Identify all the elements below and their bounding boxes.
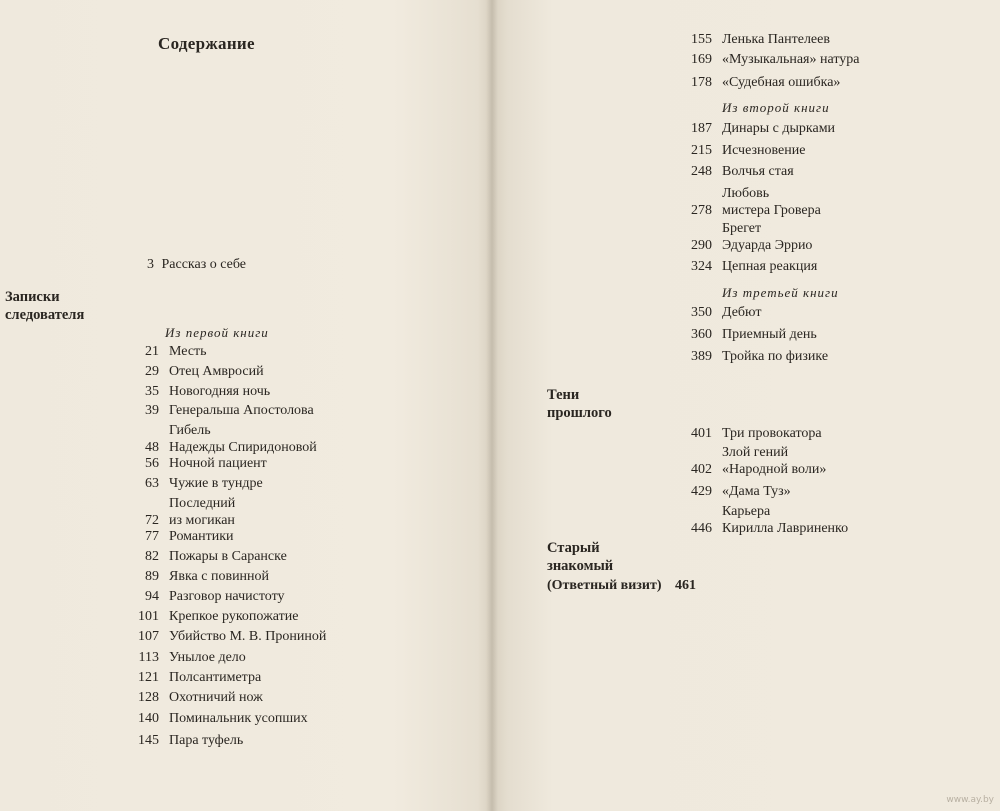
section-zapiski-line1: Записки [5,289,60,305]
section-teni-line2: прошлого [547,405,612,421]
toc-page-number: 63 [145,476,159,491]
section-zapiski-line2: следователя [5,307,85,323]
toc-entry-title [169,629,326,646]
toc-entry-title [169,364,264,381]
toc-page-number: 89 [145,569,159,584]
toc-page-number: 389 [691,349,712,364]
toc-page-number: 82 [145,549,159,564]
toc-entry-line: Последний [169,496,236,511]
toc-entry-title [169,456,267,473]
toc-page-number: 94 [145,589,159,604]
subhead-second-book: Из второй книги [722,100,830,115]
toc-page-number: 155 [691,32,712,47]
toc-page-number: 401 [691,426,712,441]
toc-entry-line: Романтики [169,529,234,544]
intro-page-number: 3 [147,257,154,272]
toc-page-number: 324 [691,259,712,274]
toc-entry-title [722,32,830,49]
toc-entry-title [169,529,234,546]
toc-entry-line: «Дама Туз» [722,484,791,499]
toc-entry-title [722,75,840,92]
toc-entry-line: Цепная реакция [722,259,818,274]
toc-entry-line: Кирилла Лавриненко [722,521,849,536]
toc-page-number: 72 [145,513,159,528]
toc-entry-line: Пожары в Саранске [169,549,287,564]
toc-page-number: 140 [138,711,159,726]
section-teni [547,386,612,422]
toc-entry-title [722,327,817,344]
toc-page-number: 290 [691,238,712,253]
toc-entry-title [169,690,263,707]
toc-entry-line: Брегет [722,221,762,236]
section-staryi [547,539,613,575]
toc-entry-line: Карьера [722,504,771,519]
toc-entry-line: Любовь [722,186,770,201]
subhead-third-book: Из третьей книги [722,285,839,300]
toc-entry-line: «Музыкальная» натура [722,52,860,67]
toc-page-number: 121 [138,670,159,685]
toc-page-number: 248 [691,164,712,179]
toc-entry-title [722,221,812,255]
toc-entry-title [722,349,828,366]
toc-entry-title [722,305,761,322]
section-zapiski [5,288,84,324]
visit-title: (Ответный визит) [547,578,662,593]
toc-entry-line: Новогодняя ночь [169,384,271,399]
toc-entry-title [169,344,207,361]
toc-entry-line: мистера Гровера [722,203,821,218]
toc-entry-line: «Народной воли» [722,462,827,477]
toc-entry-line: Разговор начистоту [169,589,285,604]
toc-entry-line: Ленька Пантелеев [722,32,830,47]
toc-page-number: 48 [145,440,159,455]
watermark: www.ay.by [946,795,994,805]
toc-entry-title [722,484,791,501]
toc-entry-line: Злой гений [722,445,789,460]
intro-title: Рассказ о себе [161,257,247,272]
toc-entry-line: Приемный день [722,327,817,342]
toc-page-number: 278 [691,203,712,218]
toc-entry-line: Отец Амвросий [169,364,264,379]
toc-entry-line: Эдуарда Эррио [722,238,813,253]
toc-page-number: 429 [691,484,712,499]
toc-entry-line: «Судебная ошибка» [722,75,841,90]
toc-entry-title [722,121,835,138]
toc-page-number: 178 [691,75,712,90]
toc-page-number: 21 [145,344,159,359]
toc-page-number: 56 [145,456,159,471]
toc-entry-line: Месть [169,344,207,359]
toc-entry-line: Дебют [722,305,762,320]
section-teni-line1: Тени [547,387,580,403]
toc-entry-title [169,733,243,750]
toc-entry-title [169,549,287,566]
toc-entry-title [722,143,805,160]
toc-page-number: 101 [138,609,159,624]
toc-entry-line: Три провокатора [722,426,822,441]
toc-page-number: 29 [145,364,159,379]
toc-page-number: 113 [138,650,159,665]
toc-entry-title [169,670,261,687]
toc-entry-line: Исчезновение [722,143,806,158]
section-staryi-line1: Старый [547,540,600,556]
toc-entry-line: Динары с дырками [722,121,836,136]
intro-entry [147,257,246,273]
toc-entry-title [169,403,314,420]
toc-page-number: 350 [691,305,712,320]
toc-entry-title [169,476,263,493]
toc-page-number: 187 [691,121,712,136]
visit-page-number: 461 [675,578,697,593]
toc-entry-line: Генеральша Апостолова [169,403,314,418]
book-gutter [486,0,498,811]
toc-entry-title [169,569,269,586]
toc-entry-title [722,164,794,181]
toc-entry-line: Явка с повинной [169,569,270,584]
toc-entry-line: Охотничий нож [169,690,263,705]
toc-entry-line: Гибель [169,423,211,438]
toc-entry-line: Поминальник усопших [169,711,308,726]
toc-page-number: 446 [691,521,712,536]
subhead-first-book: Из первой книги [165,325,269,340]
section-staryi-line2: знакомый [547,558,614,574]
toc-page-number: 145 [138,733,159,748]
toc-page-number: 402 [691,462,712,477]
toc-page-number: 77 [145,529,159,544]
toc-entry-line: Чужие в тундре [169,476,263,491]
toc-entry-line: из могикан [169,513,235,528]
toc-entry-line: Пара туфель [169,733,244,748]
page-title: Содержание [158,34,255,53]
toc-entry-line: Убийство М. В. Прониной [169,629,327,644]
toc-entry-line: Волчья стая [722,164,794,179]
toc-entry-title [169,609,298,626]
toc-entry-title [722,426,822,443]
toc-page-number: 39 [145,403,159,418]
toc-entry-title [722,445,826,479]
toc-entry-line: Унылое дело [169,650,246,665]
toc-entry-title [169,496,235,530]
toc-entry-title [722,186,821,220]
toc-page-number: 169 [691,52,712,67]
toc-page-number: 128 [138,690,159,705]
toc-page-number: 215 [691,143,712,158]
toc-page-number: 107 [138,629,159,644]
toc-entry-line: Надежды Спиридоновой [169,440,317,455]
toc-entry-title [169,384,270,401]
toc-entry-title [722,504,848,538]
toc-entry-line: Полсантиметра [169,670,262,685]
toc-page-number: 35 [145,384,159,399]
toc-entry-title [169,711,308,728]
toc-entry-title [722,52,859,69]
toc-entry-line: Ночной пациент [169,456,267,471]
toc-page-number: 360 [691,327,712,342]
toc-entry-title [169,423,317,457]
toc-entry-line: Тройка по физике [722,349,829,364]
toc-entry-title [169,589,285,606]
toc-entry-line: Крепкое рукопожатие [169,609,299,624]
toc-entry-title [169,650,246,667]
visit-entry [547,578,696,594]
toc-entry-title [722,259,817,276]
